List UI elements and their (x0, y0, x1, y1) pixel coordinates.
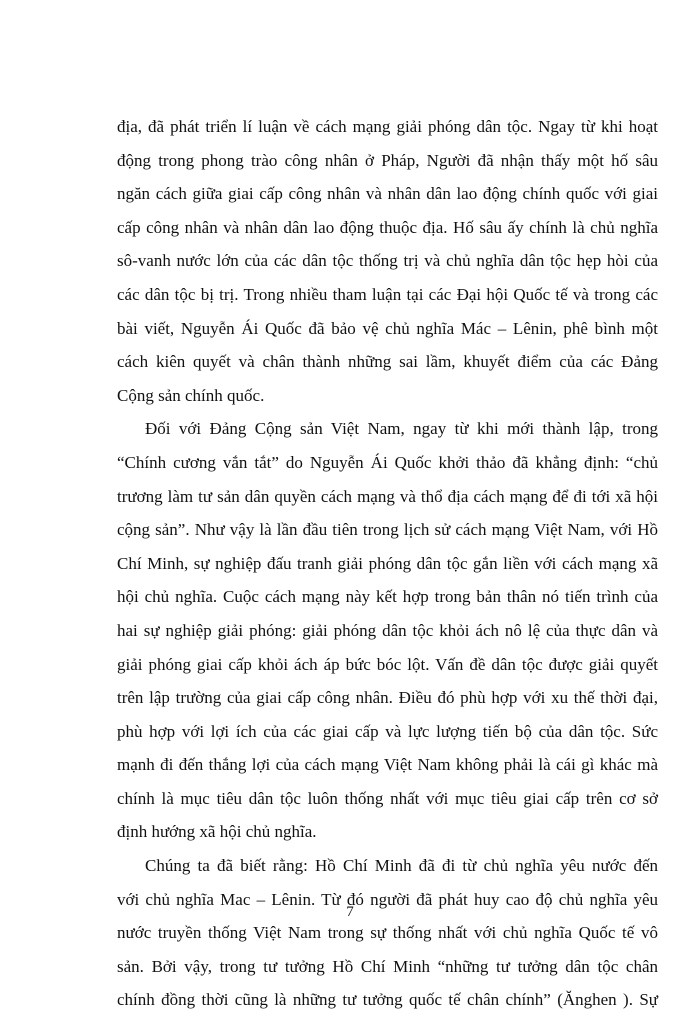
text-line: hai sự nghiệp giải phóng: giải phóng dân tộc khỏi ách nô lệ của thực dân và (117, 620, 658, 640)
text-line: chính là mục tiêu dân tộc luôn thống nhất với mục tiêu giai cấp trên cơ sở (117, 788, 658, 808)
text-line: hội chủ nghĩa. Cuộc cách mạng này kết hợp trong bản thân nó tiến trình của (117, 587, 658, 607)
text-line: định hướng xã hội chủ nghĩa. (117, 822, 317, 842)
text-line: các dân tộc bị trị. Trong nhiều tham luận tại các Đại hội Quốc tế và trong các (117, 284, 658, 304)
paragraph (117, 110, 658, 412)
paragraph (117, 849, 658, 1017)
text-line: nước truyền thống Việt Nam trong sự thống nhất với chủ nghĩa Quốc tế vô (117, 923, 658, 943)
text-line: trương làm tư sản dân quyền cách mạng và thổ địa cách mạng để đi tới xã hội (117, 486, 658, 506)
text-line: với chủ nghĩa Mac – Lênin. Từ đó người đã phát huy cao độ chủ nghĩa yêu (117, 889, 658, 909)
text-line: chính đồng thời cũng là những tư tưởng quốc tế chân chính” (Ănghen ). Sự (117, 990, 658, 1010)
text-line: Chúng ta đã biết rằng: Hồ Chí Minh đã đi từ chủ nghĩa yêu nước đến (145, 856, 658, 876)
text-line: bài viết, Nguyễn Ái Quốc đã bảo vệ chủ nghĩa Mác – Lênin, phê bình một (117, 318, 658, 338)
text-line: Đối với Đảng Cộng sản Việt Nam, ngay từ khi mới thành lập, trong (145, 419, 658, 439)
paragraph (117, 412, 658, 849)
text-line: ngăn cách giữa giai cấp công nhân và nhân dân lao động chính quốc với giai (117, 184, 658, 204)
text-line: Cộng sản chính quốc. (117, 385, 265, 405)
body-text (117, 110, 658, 1017)
text-line: cách kiên quyết và chân thành những sai lầm, khuyết điểm của các Đảng (117, 352, 658, 372)
page-number: 7 (346, 904, 354, 920)
text-line: cấp công nhân và nhân dân lao động thuộc địa. Hố sâu ấy chính là chủ nghĩa (117, 217, 658, 237)
text-line: phù hợp với lợi ích của các giai cấp và lực lượng tiến bộ của dân tộc. Sức (117, 721, 658, 741)
text-line: địa, đã phát triển lí luận về cách mạng giải phóng dân tộc. Ngay từ khi hoạt (117, 117, 658, 136)
text-line: Chí Minh, sự nghiệp đấu tranh giải phóng dân tộc gắn liền với cách mạng xã (117, 553, 658, 573)
text-line: giải phóng giai cấp khỏi ách áp bức bóc lột. Vấn đề dân tộc được giải quyết (117, 654, 658, 674)
text-line: mạnh đi đến thắng lợi của cách mạng Việt Nam không phải là cái gì khác mà (117, 755, 658, 775)
text-line: sô-vanh nước lớn của các dân tộc thống trị và chủ nghĩa dân tộc hẹp hòi của (117, 251, 658, 271)
text-line: cộng sản”. Như vậy là lần đầu tiên trong lịch sử cách mạng Việt Nam, với Hồ (117, 520, 658, 540)
text-line: trên lập trường của giai cấp công nhân. Điều đó phù hợp với xu thế thời đại, (117, 688, 658, 708)
text-line: động trong phong trào công nhân ở Pháp, Người đã nhận thấy một hố sâu (117, 150, 658, 170)
text-line: “Chính cương vắn tắt” do Nguyễn Ái Quốc khởi thảo đã khẳng định: “chủ (117, 452, 658, 472)
text-line: sản. Bởi vậy, trong tư tưởng Hồ Chí Minh “những tư tưởng dân tộc chân (117, 956, 658, 976)
